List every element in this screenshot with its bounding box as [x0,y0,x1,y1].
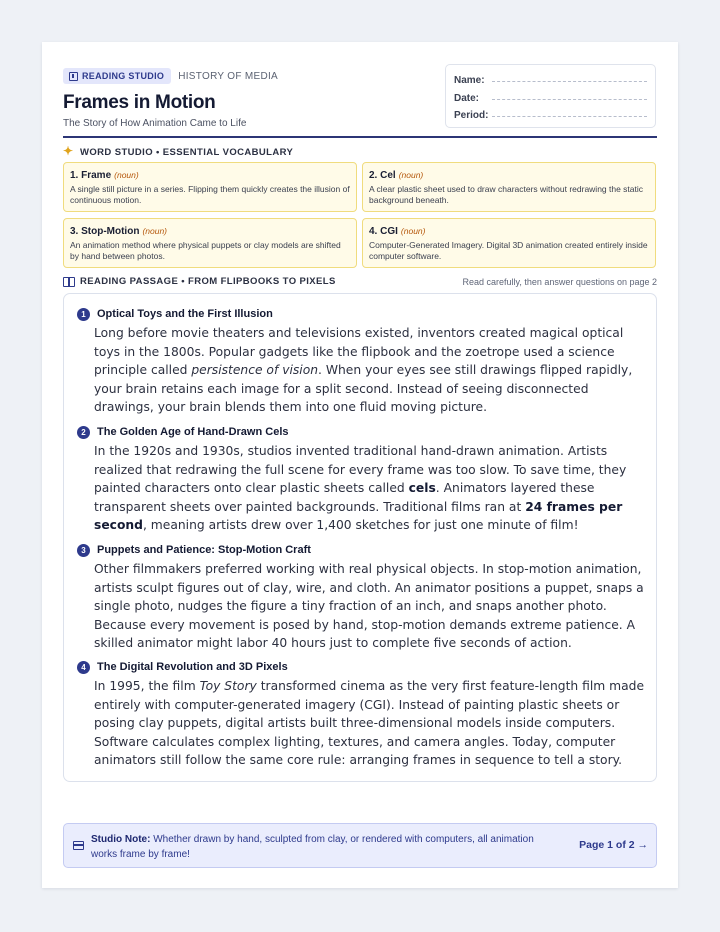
book-open-icon [63,277,75,287]
studio-note [63,823,657,868]
page-indicator[interactable]: Page 1 of 2 → [579,839,648,851]
vocab-pos: (noun) [400,226,426,236]
paragraph-body: Long before movie theaters and televisions existed, inventors created magical optical toys in the 1800s. Popular gadgets like the flipbook and the zoetrope used a science principle called persistence of vision. When your eyes see still drawings flipped rapidly, your brain retains each image for a split second. Instead of seeing disconnected drawings, your brain blends them into one fluid moving picture. [94,326,633,415]
studio-note-label: Studio Note: [91,834,151,845]
paragraph-heading [77,306,647,322]
studio-note-body: Whether drawn by hand, sculpted from clay, or rendered with computers, all animation works frame by frame! [91,834,534,860]
film-icon [69,72,78,81]
vocab-heading [63,146,293,158]
paragraph-4 [77,659,647,770]
student-info-box [445,64,656,128]
vocab-heading-text: WORD STUDIO • ESSENTIAL VOCABULARY [80,146,294,158]
name-line[interactable] [492,81,647,82]
vocab-term: 4. CGI (noun) [369,226,426,237]
paragraph-body: Other filmmakers preferred working with real physical objects. In stop-motion animation, artists sculpt figures out of clay, wire, and cloth. An animator positions a puppet, snaps a single photo, nudges the figure a tiny fraction of an inch, and snaps another photo. Because every movement is posed by hand, stop-motion demands extreme patience. A skilled animator might labor 40 hours just to complete five seconds of action. [94,562,644,651]
paragraph-number: 1 [77,308,90,321]
date-row[interactable] [454,90,647,108]
vocab-term: 3. Stop-Motion (noun) [70,226,168,237]
paragraph-heading [77,424,647,440]
vocab-pos: (noun) [398,170,424,180]
period-label: Period: [454,110,489,122]
vocab-term: 2. Cel (noun) [369,170,424,181]
passage-heading [63,276,336,287]
vocab-card-stop-motion [63,218,357,268]
paragraph-heading [77,542,647,558]
paragraph-number: 3 [77,544,90,557]
paragraph-2 [77,424,647,535]
name-label: Name: [454,75,485,87]
vocab-pos: (noun) [114,170,139,180]
period-line[interactable] [492,116,647,117]
sparkle-icon [63,146,75,158]
date-label: Date: [454,92,480,104]
paragraph-body: In 1995, the film Toy Story transformed cinema as the very first feature-length film made entirely with computer-generated imagery (CGI). Instead of painting plastic sheets or posing clay puppets, digital artists built three-dimensional models inside computers. Software calculates complex lighting, textures, and camera angles. Today, computer animators still follow the same core rule: arranging frames in sequence to tell a story. [94,679,645,768]
name-row[interactable] [454,72,647,90]
paragraph-1 [77,306,647,417]
reading-passage [63,293,657,782]
paragraph-number: 2 [77,426,90,439]
paragraph-title: Puppets and Patience: Stop-Motion Craft [97,544,311,556]
studio-note-text [91,832,561,862]
vocab-definition: Computer-Generated Imagery. Digital 3D animation created entirely inside computer software. [369,240,648,261]
vocab-card-cel [362,162,656,212]
passage-heading-text: READING PASSAGE • FROM FLIPBOOKS TO PIXELS [80,276,336,287]
passage-hint: Read carefully, then answer questions on page 2 [462,277,657,287]
vocab-definition: An animation method where physical puppets or clay models are shifted by hand between photos. [70,240,341,261]
vocab-pos: (noun) [142,226,168,236]
paragraph-title: The Digital Revolution and 3D Pixels [97,661,288,673]
paragraph-heading [77,659,647,675]
vocab-card-cgi [362,218,656,268]
program-badge [63,68,171,84]
program-badge-label: READING STUDIO [82,71,165,81]
clapperboard-icon [73,841,84,850]
date-line[interactable] [492,99,647,100]
vocab-definition: A clear plastic sheet used to draw characters without redrawing the static background beneath. [369,184,644,205]
vocab-card-frame [63,162,357,212]
header-divider [63,136,657,138]
paragraph-title: Optical Toys and the First Illusion [97,308,273,320]
vocab-definition: A single still picture in a series. Flipping them quickly creates the illusion of continuous motion. [70,184,350,205]
period-row[interactable] [454,107,647,125]
paragraph-3 [77,542,647,653]
paragraph-number: 4 [77,661,90,674]
subject-label: HISTORY OF MEDIA [178,70,279,82]
page-title: Frames in Motion [63,92,216,113]
paragraph-body: In the 1920s and 1930s, studios invented traditional hand-drawn animation. Artists realized that redrawing the full scene for every frame was too slow. To save time, they painted characters onto clear plastic sheets called cels. Animators layered these transparent sheets over painted backgrounds. Traditional films ran at 24 frames per second, meaning artists drew over 1,400 sketches for just one minute of film! [94,444,627,533]
paragraph-title: The Golden Age of Hand-Drawn Cels [97,426,289,438]
vocab-term: 1. Frame (noun) [70,170,139,181]
page-subtitle: The Story of How Animation Came to Life [63,118,247,129]
worksheet-page [42,42,678,888]
